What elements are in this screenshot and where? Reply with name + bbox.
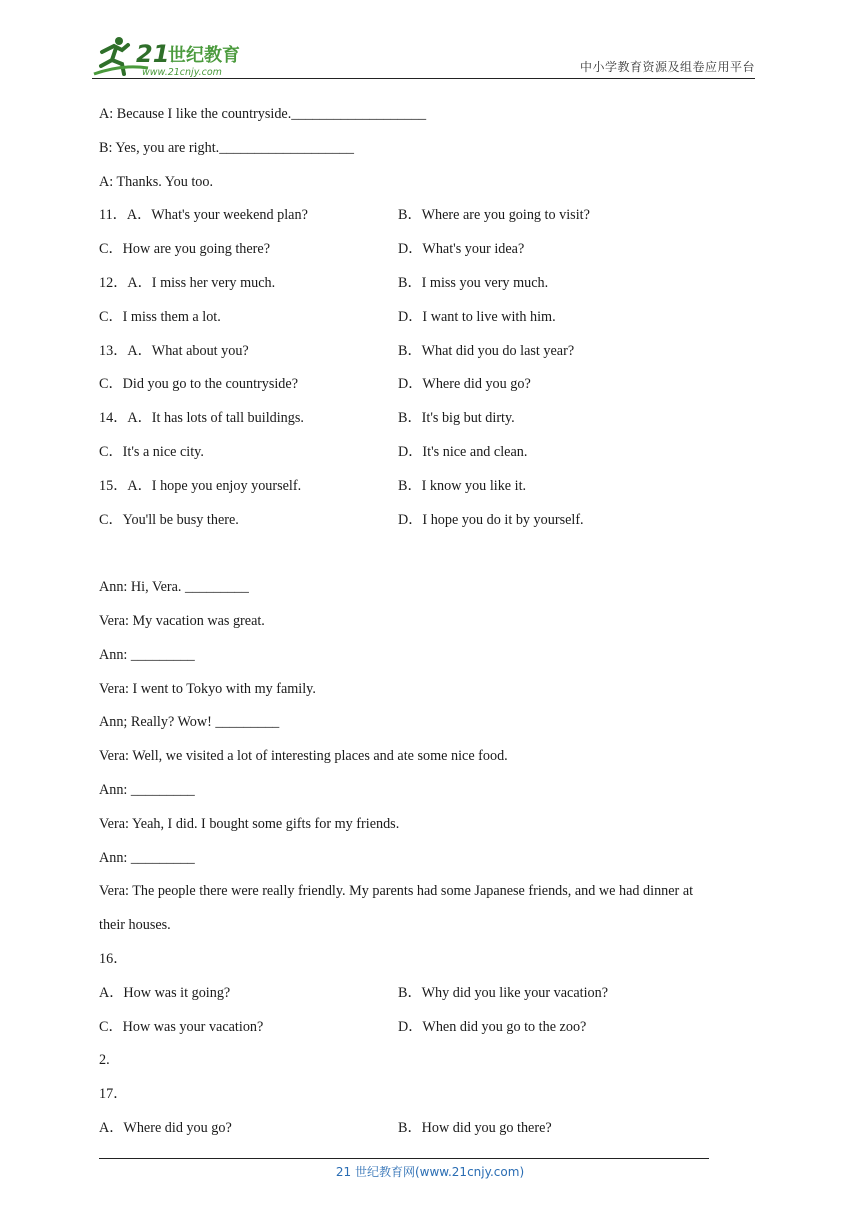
document-body (99, 98, 759, 1146)
platform-title: 中小学教育资源及组卷应用平台 (579, 60, 755, 74)
dialog-line: Ann: Hi, Vera. _________ (99, 579, 249, 596)
option-left: C．You'll be busy there. (99, 511, 239, 528)
question-number: 17． (99, 1086, 128, 1103)
question-option-row (99, 402, 759, 436)
option-left: 11．A．What's your weekend plan? (99, 207, 308, 224)
logo-text: 世纪教育 (168, 45, 240, 66)
question-option-row (99, 436, 759, 470)
runner-logo-icon (92, 34, 260, 78)
question-option-row (99, 199, 759, 233)
question-option-row (99, 335, 759, 369)
question-option-row (99, 301, 759, 335)
option-right: D．I want to live with him. (398, 308, 556, 325)
question-option-row (99, 267, 759, 301)
dialog-line: their houses. (99, 917, 171, 934)
dialog-line: A: Thanks. You too. (99, 173, 214, 190)
option-left: C．Did you go to the countryside? (99, 376, 298, 393)
logo-number: 21 (136, 40, 170, 68)
option-right: B．What did you do last year? (398, 342, 575, 359)
option-left: C．I miss them a lot. (99, 308, 221, 325)
option-left: 13．A．What about you? (99, 342, 249, 359)
option-right: D．It's nice and clean. (398, 443, 528, 460)
dialog-line: Vera: Well, we visited a lot of interesting places and ate some nice food. (99, 748, 508, 765)
question-option-row (99, 977, 759, 1011)
question-option-row (99, 368, 759, 402)
option-left: C．How was your vacation? (99, 1018, 264, 1035)
question-option-row (99, 470, 759, 504)
option-left: 14．A．It has lots of tall buildings. (99, 410, 304, 427)
option-right: D．Where did you go? (398, 376, 531, 393)
item-number: 2. (99, 1052, 110, 1069)
dialog-line: Vera: I went to Tokyo with my family. (99, 680, 316, 697)
option-left: A．Where did you go? (99, 1119, 232, 1136)
option-right: D．What's your idea? (398, 241, 525, 258)
logo-url: www.21cnjy.com (142, 67, 222, 78)
dialog-line: Ann: _________ (99, 781, 195, 798)
footer-divider (99, 1158, 709, 1159)
option-left: A．How was it going? (99, 984, 231, 1001)
dialog-line: Vera: My vacation was great. (99, 612, 265, 629)
page-header (92, 30, 755, 79)
option-right: B．It's big but dirty. (398, 410, 515, 427)
question-number: 16． (99, 950, 128, 967)
option-right: B．I know you like it. (398, 477, 527, 494)
option-right: B．Why did you like your vacation? (398, 984, 609, 1001)
question-option-row (99, 1112, 759, 1146)
option-right: D．I hope you do it by yourself. (398, 511, 584, 528)
option-left: C．It's a nice city. (99, 443, 204, 460)
site-logo[interactable] (92, 34, 260, 78)
dialog-line: Ann: _________ (99, 646, 195, 663)
option-right: B．How did you go there? (398, 1119, 552, 1136)
dialog-line: Vera: The people there were really friendly. My parents had some Japanese friends, and we had dinner at (99, 883, 694, 900)
footer-link[interactable]: 21 世纪教育网(www.21cnjy.com) (335, 1165, 525, 1179)
option-left: C．How are you going there? (99, 241, 270, 258)
option-left: 12．A．I miss her very much. (99, 274, 276, 291)
question-option-row (99, 504, 759, 538)
option-right: D．When did you go to the zoo? (398, 1018, 587, 1035)
dialog-line: A: Because I like the countryside.___________________ (99, 106, 427, 122)
section-spacer (99, 537, 759, 571)
dialog-line: Vera: Yeah, I did. I bought some gifts for my friends. (99, 815, 400, 832)
question-option-row (99, 1011, 759, 1045)
option-left: 15．A．I hope you enjoy yourself. (99, 477, 302, 494)
question-option-row (99, 233, 759, 267)
dialog-line: B: Yes, you are right.___________________ (99, 139, 354, 156)
dialog-line: Ann: _________ (99, 849, 195, 866)
option-right: B．Where are you going to visit? (398, 207, 590, 224)
option-right: B．I miss you very much. (398, 274, 549, 291)
dialog-line: Ann; Really? Wow! _________ (99, 714, 280, 731)
